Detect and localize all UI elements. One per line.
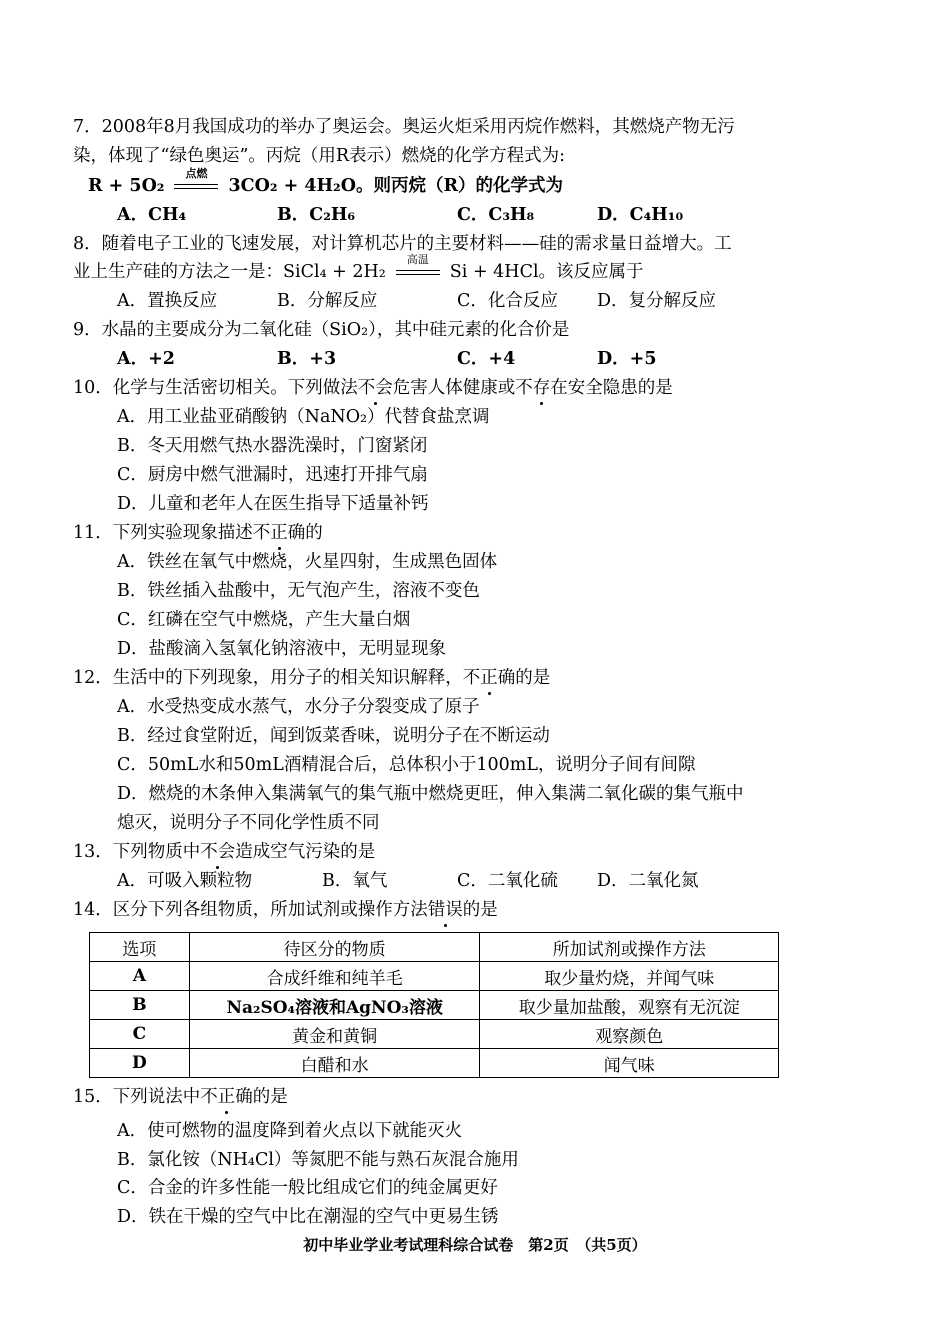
q11-stem: 11．下列实验现象描述不正确的 [73, 520, 323, 546]
q15-option-d[interactable]: D．铁在干燥的空气中比在潮湿的空气中更易生锈 [117, 1207, 499, 1227]
q7-option-d[interactable]: D．C₄H₁₀ [597, 205, 684, 225]
q7-equation [88, 166, 564, 199]
q12-stem: 12．生活中的下列现象，用分子的相关知识解释，不正确的是 [73, 665, 550, 691]
q12-option-b[interactable]: B．经过食堂附近，闻到饭菜香味，说明分子在不断运动 [117, 726, 550, 746]
q10-option-d[interactable]: D．儿童和老年人在医生指导下适量补钙 [117, 494, 429, 514]
table-cell-substances: 白醋和水 [189, 1049, 480, 1078]
emphasis-dot-text: 不会 [358, 375, 393, 401]
table-header-row [90, 933, 779, 962]
reaction-arrow-icon [174, 166, 218, 192]
q9-option-a[interactable]: A．+2 [117, 349, 175, 369]
table-cell-option: C [90, 1020, 190, 1049]
reaction-arrow-icon [396, 252, 440, 278]
q8-option-d[interactable]: D．复分解反应 [597, 291, 717, 311]
table-row[interactable] [90, 1049, 779, 1078]
q14-stem: 14．区分下列各组物质，所加试剂或操作方法错误的是 [73, 897, 498, 923]
q10-option-b[interactable]: B．冬天用燃气热水器洗澡时，门窗紧闭 [117, 436, 428, 456]
q13-option-a[interactable]: A．可吸入颗粒物 [117, 871, 253, 891]
q9-option-d[interactable]: D．+5 [597, 349, 657, 369]
q11-option-d[interactable]: D．盐酸滴入氢氧化钠溶液中，无明显现象 [117, 639, 447, 659]
q9-option-b[interactable]: B．+3 [277, 349, 337, 369]
q11-option-c[interactable]: C．红磷在空气中燃烧，产生大量白烟 [117, 610, 411, 630]
q10-stem: 10．化学与生活密切相关。下列做法不会危害人体健康或不存在安全隐患的是 [73, 375, 673, 401]
table-cell-option: A [90, 962, 190, 991]
page-footer: 初中毕业学业考试理科综合试卷 第2页 （共5页） [303, 1236, 647, 1254]
q8-option-a[interactable]: A．置换反应 [117, 291, 218, 311]
table-header-cell: 待区分的物质 [189, 933, 480, 962]
q8-equation-right: Si + 4HCl。该反应属于 [449, 262, 644, 282]
q7-condition: 点燃 [185, 166, 208, 180]
table-cell-method: 闻气味 [480, 1049, 779, 1078]
q8-stem-line1: 8．随着电子工业的飞速发展，对计算机芯片的主要材料——硅的需求量日益增大。工 [73, 234, 732, 254]
table-cell-substances: 黄金和黄铜 [189, 1020, 480, 1049]
q8-condition: 高温 [406, 252, 429, 266]
table-cell-option: B [90, 991, 190, 1020]
q12-option-d-cont: 熄灭，说明分子不同化学性质不同 [117, 813, 380, 833]
q9-stem: 9．水晶的主要成分为二氧化硅（SiO₂），其中硅元素的化合价是 [73, 320, 570, 340]
q10-option-a[interactable]: A．用工业盐亚硝酸钠（NaNO₂）代替食盐烹调 [117, 407, 490, 427]
q11-option-a[interactable]: A．铁丝在氧气中燃烧，火星四射，生成黑色固体 [117, 552, 498, 572]
q12-option-c[interactable]: C．50mL水和50mL酒精混合后，总体积小于100mL，说明分子间有间隙 [117, 755, 696, 775]
q7-stem-line1: 7．2008年8月我国成功的举办了奥运会。奥运火炬采用丙烷作燃料，其燃烧产物无污 [73, 117, 735, 137]
q13-stem: 13．下列物质中不会造成空气污染的是 [73, 839, 375, 865]
q7-equation-left: R + 5O₂ [88, 176, 165, 196]
q10-option-c[interactable]: C．厨房中燃气泄漏时，迅速打开排气扇 [117, 465, 428, 485]
q7-option-a[interactable]: A．CH₄ [117, 205, 187, 225]
emphasis-dot-text: 不正确 [253, 520, 306, 546]
q15-option-c[interactable]: C．合金的许多性能一般比组成它们的纯金属更好 [117, 1178, 498, 1198]
q12-option-d[interactable]: D．燃烧的木条伸入集满氧气的集气瓶中燃烧更旺，伸入集满二氧化碳的集气瓶中 [117, 784, 744, 804]
table-cell-substances: Na₂SO₄溶液和AgNO₃溶液 [189, 991, 480, 1020]
emphasis-dot-text: 错误 [428, 897, 463, 923]
q8-option-c[interactable]: C．化合反应 [457, 291, 558, 311]
q13-option-c[interactable]: C．二氧化硫 [457, 871, 558, 891]
emphasis-dot-text: 不会 [200, 839, 235, 865]
emphasis-dot-text: 不正确 [463, 665, 516, 691]
q9-option-c[interactable]: C．+4 [457, 349, 516, 369]
table-cell-substances: 合成纤维和纯羊毛 [189, 962, 480, 991]
table-row[interactable] [90, 962, 779, 991]
q15-option-b[interactable]: B．氯化铵（NH₄Cl）等氮肥不能与熟石灰混合施用 [117, 1150, 519, 1170]
q8-option-b[interactable]: B．分解反应 [277, 291, 378, 311]
table-header-cell: 选项 [90, 933, 190, 962]
table-cell-method: 取少量加盐酸，观察有无沉淀 [480, 991, 779, 1020]
q7-option-c[interactable]: C．C₃H₈ [457, 205, 535, 225]
q7-option-b[interactable]: B．C₂H₆ [277, 205, 356, 225]
q14-table [89, 932, 779, 1078]
table-row[interactable] [90, 1020, 779, 1049]
q13-option-b[interactable]: B．氧气 [322, 871, 388, 891]
q13-option-d[interactable]: D．二氧化氮 [597, 871, 699, 891]
q11-option-b[interactable]: B．铁丝插入盐酸中，无气泡产生，溶液不变色 [117, 581, 480, 601]
q7-equation-right: 3CO₂ + 4H₂O。则丙烷（R）的化学式为 [228, 176, 564, 196]
q8-equation-left: 业上生产硅的方法之一是：SiCl₄ + 2H₂ [73, 262, 386, 282]
q15-stem: 15．下列说法中不正确的是 [73, 1084, 288, 1110]
table-cell-method: 观察颜色 [480, 1020, 779, 1049]
q7-stem-line2: 染，体现了“绿色奥运”。丙烷（用R表示）燃烧的化学方程式为: [73, 146, 565, 166]
q8-stem-line2 [73, 252, 644, 285]
emphasis-dot-text: 不正确 [200, 1084, 253, 1110]
table-header-cell: 所加试剂或操作方法 [480, 933, 779, 962]
table-cell-method: 取少量灼烧，并闻气味 [480, 962, 779, 991]
emphasis-dot-text: 不存在 [515, 375, 568, 401]
q12-option-a[interactable]: A．水受热变成水蒸气，水分子分裂变成了原子 [117, 697, 480, 717]
q15-option-a[interactable]: A．使可燃物的温度降到着火点以下就能灭火 [117, 1121, 463, 1141]
table-cell-option: D [90, 1049, 190, 1078]
table-row[interactable] [90, 991, 779, 1020]
